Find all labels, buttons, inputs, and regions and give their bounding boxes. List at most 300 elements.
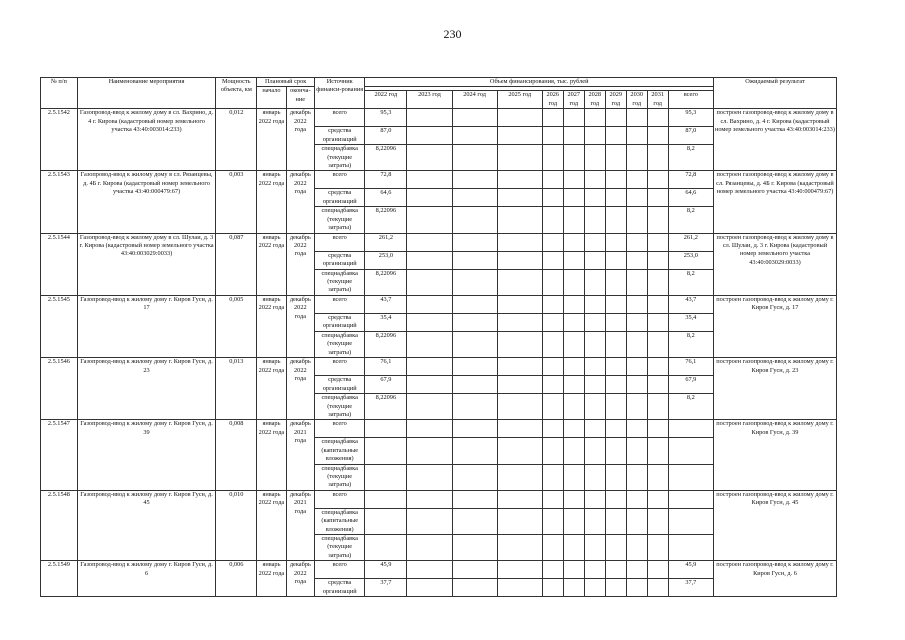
row-total <box>668 490 713 508</box>
row-year-empty <box>605 508 626 534</box>
row-year-empty <box>497 251 542 269</box>
row-year-empty <box>626 420 647 438</box>
row-year-empty <box>647 331 668 357</box>
row-year-empty <box>605 145 626 171</box>
row-total: 87,0 <box>668 127 713 145</box>
row-year-empty <box>407 579 452 597</box>
row-year-empty <box>497 233 542 251</box>
row-year-empty <box>584 127 605 145</box>
table-row <box>41 233 837 251</box>
row-year-empty <box>647 313 668 331</box>
row-year-empty <box>563 376 584 394</box>
row-year-empty <box>626 490 647 508</box>
row-year-empty <box>605 313 626 331</box>
row-year-empty <box>542 251 563 269</box>
row-year-empty <box>626 109 647 127</box>
header-total: всего <box>668 91 713 109</box>
row-year-empty <box>542 394 563 420</box>
row-year-empty <box>542 508 563 534</box>
table-row <box>41 171 837 189</box>
row-year-empty <box>542 207 563 233</box>
row-year-empty <box>584 394 605 420</box>
row-year-empty <box>407 490 452 508</box>
row-start: январь 2022 года <box>257 295 286 357</box>
row-end: декабрь 2021 года <box>286 420 314 490</box>
table-row <box>41 295 837 313</box>
row-year-empty <box>452 171 497 189</box>
row-total: 35,4 <box>668 313 713 331</box>
row-year-empty <box>542 464 563 490</box>
row-source: спецнадбавка (текущие затраты) <box>315 207 365 233</box>
row-year-empty <box>497 295 542 313</box>
row-total: 76,1 <box>668 358 713 376</box>
header-year: 2027 год <box>563 91 584 109</box>
row-year-empty <box>563 438 584 464</box>
row-year-empty <box>647 109 668 127</box>
row-year-empty <box>584 269 605 295</box>
row-source: всего <box>315 561 365 579</box>
row-year-2022: 261,2 <box>365 233 407 251</box>
row-year-2022: 67,9 <box>365 376 407 394</box>
row-year-2022: 8,22096 <box>365 207 407 233</box>
row-year-empty <box>647 127 668 145</box>
row-year-empty <box>647 251 668 269</box>
row-year-empty <box>605 464 626 490</box>
header-year: 2024 год <box>452 91 497 109</box>
row-year-empty <box>497 394 542 420</box>
row-source: средства организаций <box>315 251 365 269</box>
row-year-2022: 43,7 <box>365 295 407 313</box>
row-year-2022 <box>365 534 407 560</box>
row-year-empty <box>542 358 563 376</box>
header-year: 2031 год <box>647 91 668 109</box>
row-year-empty <box>452 233 497 251</box>
row-year-empty <box>407 534 452 560</box>
row-result: построен газопровод-ввод к жилому дому в сл. Рязанцевы, д. 4Б г. Кирова (кадастровый номер земельного участка 43:40:000479:67) <box>713 171 836 233</box>
row-name: Газопровод-ввод к жилому дому в сл. Шулаи, д. 3 г. Кирова (кадастровый номер земельного участка 43:40:003029:0033) <box>77 233 216 295</box>
row-year-empty <box>647 189 668 207</box>
table-header <box>41 78 837 109</box>
row-year-empty <box>452 438 497 464</box>
row-start: январь 2022 года <box>257 233 286 295</box>
header-year: 2022 год <box>365 91 407 109</box>
row-source: спецнадбавка (текущие затраты) <box>315 269 365 295</box>
row-year-empty <box>605 376 626 394</box>
row-year-empty <box>497 490 542 508</box>
row-source: всего <box>315 490 365 508</box>
row-number: 2.5.1542 <box>41 109 78 171</box>
row-total <box>668 534 713 560</box>
row-total: 8,2 <box>668 207 713 233</box>
row-result: построен газопровод-ввод к жилому дому г. Киров Гусн, д. 6 <box>713 561 836 597</box>
row-year-empty <box>647 464 668 490</box>
row-year-empty <box>584 313 605 331</box>
row-total: 8,2 <box>668 145 713 171</box>
header-result: Ожидаемый результат <box>713 78 836 109</box>
row-source: средства организаций <box>315 313 365 331</box>
row-year-empty <box>497 376 542 394</box>
row-year-empty <box>605 251 626 269</box>
header-year: 2029 год <box>605 91 626 109</box>
row-year-empty <box>497 171 542 189</box>
row-year-empty <box>542 490 563 508</box>
row-year-empty <box>605 109 626 127</box>
row-year-empty <box>452 313 497 331</box>
row-year-2022: 45,9 <box>365 561 407 579</box>
row-year-empty <box>626 189 647 207</box>
row-year-2022: 253,0 <box>365 251 407 269</box>
header-year: 2023 год <box>407 91 452 109</box>
row-year-empty <box>497 420 542 438</box>
row-year-empty <box>542 127 563 145</box>
row-year-empty <box>563 394 584 420</box>
row-year-empty <box>407 251 452 269</box>
row-year-empty <box>626 508 647 534</box>
row-year-empty <box>563 508 584 534</box>
row-year-empty <box>452 420 497 438</box>
row-year-empty <box>452 269 497 295</box>
row-year-empty <box>497 313 542 331</box>
row-year-empty <box>626 171 647 189</box>
row-year-empty <box>626 438 647 464</box>
row-year-empty <box>563 534 584 560</box>
row-year-empty <box>407 189 452 207</box>
row-year-empty <box>647 420 668 438</box>
row-name: Газопровод-ввод к жилому дому г. Киров Гусн, д. 6 <box>77 561 216 597</box>
row-number: 2.5.1548 <box>41 490 78 560</box>
row-year-empty <box>584 420 605 438</box>
row-year-empty <box>563 207 584 233</box>
row-year-empty <box>626 313 647 331</box>
row-year-2022: 8,22096 <box>365 145 407 171</box>
row-year-empty <box>584 579 605 597</box>
row-year-empty <box>542 109 563 127</box>
row-name: Газопровод-ввод к жилому дому г. Киров Гусн, д. 45 <box>77 490 216 560</box>
row-year-empty <box>542 295 563 313</box>
row-year-empty <box>626 376 647 394</box>
row-year-empty <box>605 331 626 357</box>
row-year-2022: 64,6 <box>365 189 407 207</box>
table-body <box>41 109 837 597</box>
row-source: всего <box>315 420 365 438</box>
row-year-empty <box>542 561 563 579</box>
row-year-empty <box>584 233 605 251</box>
row-year-empty <box>605 189 626 207</box>
row-year-empty <box>605 295 626 313</box>
row-year-empty <box>584 561 605 579</box>
row-year-2022: 8,22096 <box>365 394 407 420</box>
row-source: всего <box>315 358 365 376</box>
header-capacity: Мощность объекта, км <box>216 78 257 109</box>
row-year-empty <box>647 233 668 251</box>
row-year-empty <box>626 269 647 295</box>
row-name: Газопровод-ввод к жилому дому г. Киров Гусн, д. 17 <box>77 295 216 357</box>
row-year-empty <box>605 438 626 464</box>
row-year-2022: 8,22096 <box>365 331 407 357</box>
row-year-empty <box>542 145 563 171</box>
row-year-empty <box>542 269 563 295</box>
row-year-empty <box>626 331 647 357</box>
row-source: спецнадбавка (капитальные вложения) <box>315 438 365 464</box>
row-year-empty <box>563 269 584 295</box>
row-end: декабрь 2022 года <box>286 561 314 597</box>
row-year-empty <box>497 508 542 534</box>
table-row <box>41 109 837 127</box>
row-year-empty <box>626 534 647 560</box>
row-source: всего <box>315 109 365 127</box>
row-year-empty <box>563 420 584 438</box>
header-funding: Объем финансирования, тыс. рублей <box>365 78 714 87</box>
row-year-empty <box>647 358 668 376</box>
row-year-empty <box>647 508 668 534</box>
row-year-empty <box>605 394 626 420</box>
row-total: 8,2 <box>668 394 713 420</box>
row-year-empty <box>452 376 497 394</box>
row-year-empty <box>407 420 452 438</box>
row-year-empty <box>584 508 605 534</box>
row-year-empty <box>605 127 626 145</box>
row-year-empty <box>542 331 563 357</box>
row-year-empty <box>563 561 584 579</box>
header-year: 2026 год <box>542 91 563 109</box>
row-year-empty <box>497 269 542 295</box>
row-year-empty <box>452 534 497 560</box>
row-year-empty <box>542 189 563 207</box>
row-year-empty <box>542 534 563 560</box>
row-number: 2.5.1543 <box>41 171 78 233</box>
row-year-empty <box>452 145 497 171</box>
row-source: средства организаций <box>315 127 365 145</box>
row-year-empty <box>647 394 668 420</box>
row-year-empty <box>563 233 584 251</box>
row-year-empty <box>497 534 542 560</box>
row-year-empty <box>626 233 647 251</box>
row-year-empty <box>626 394 647 420</box>
row-year-empty <box>584 376 605 394</box>
row-year-empty <box>563 313 584 331</box>
row-year-2022 <box>365 508 407 534</box>
row-total: 64,6 <box>668 189 713 207</box>
row-year-empty <box>626 464 647 490</box>
row-year-empty <box>563 251 584 269</box>
row-total: 261,2 <box>668 233 713 251</box>
row-result: построен газопровод-ввод к жилому дому в сл. Шулаи, д. 3 г. Кирова (кадастровый номер земельного участка 43:40:003029:0033) <box>713 233 836 295</box>
row-year-empty <box>452 251 497 269</box>
header-year: 2030 год <box>626 91 647 109</box>
row-year-empty <box>584 490 605 508</box>
row-year-empty <box>497 464 542 490</box>
row-year-empty <box>647 376 668 394</box>
row-year-empty <box>407 438 452 464</box>
row-year-empty <box>452 127 497 145</box>
table-row <box>41 420 837 438</box>
row-source: всего <box>315 295 365 313</box>
row-year-empty <box>605 561 626 579</box>
row-year-empty <box>605 579 626 597</box>
row-year-empty <box>452 579 497 597</box>
row-year-empty <box>626 251 647 269</box>
row-result: построен газопровод-ввод к жилому дому г. Киров Гусн, д. 39 <box>713 420 836 490</box>
row-year-2022: 8,22096 <box>365 269 407 295</box>
row-year-empty <box>452 394 497 420</box>
row-name: Газопровод-ввод к жилому дому в сл. Рязанцевы, д. 4Б г. Кирова (кадастровый номер земельного участка 43:40:000479:67) <box>77 171 216 233</box>
row-total <box>668 464 713 490</box>
row-year-empty <box>452 561 497 579</box>
row-capacity: 0,013 <box>216 358 257 420</box>
row-year-empty <box>584 189 605 207</box>
row-year-empty <box>497 207 542 233</box>
row-year-empty <box>626 145 647 171</box>
row-year-empty <box>605 358 626 376</box>
row-result: построен газопровод-ввод к жилому дому г. Киров Гусн, д. 17 <box>713 295 836 357</box>
row-year-empty <box>407 295 452 313</box>
row-end: декабрь 2022 года <box>286 295 314 357</box>
row-year-empty <box>605 490 626 508</box>
row-result: построен газопровод-ввод к жилому дому г. Киров Гусн, д. 23 <box>713 358 836 420</box>
row-total: 45,9 <box>668 561 713 579</box>
row-name: Газопровод-ввод к жилому дому г. Киров Гусн, д. 39 <box>77 420 216 490</box>
row-year-empty <box>542 376 563 394</box>
row-year-empty <box>407 376 452 394</box>
table-row <box>41 358 837 376</box>
row-year-empty <box>497 109 542 127</box>
row-total: 253,0 <box>668 251 713 269</box>
row-end: декабрь 2021 года <box>286 490 314 560</box>
row-total: 72,8 <box>668 171 713 189</box>
row-source: средства организаций <box>315 376 365 394</box>
row-capacity: 0,087 <box>216 233 257 295</box>
row-year-empty <box>647 207 668 233</box>
row-total <box>668 508 713 534</box>
row-year-empty <box>647 534 668 560</box>
row-year-empty <box>497 438 542 464</box>
row-year-empty <box>407 269 452 295</box>
row-year-empty <box>563 127 584 145</box>
row-year-empty <box>605 269 626 295</box>
row-source: спецнадбавка (капитальные вложения) <box>315 508 365 534</box>
row-year-empty <box>584 464 605 490</box>
row-year-empty <box>584 534 605 560</box>
row-start: январь 2022 года <box>257 109 286 171</box>
row-year-empty <box>407 145 452 171</box>
page-number: 230 <box>443 27 462 41</box>
row-year-empty <box>584 207 605 233</box>
row-year-empty <box>542 313 563 331</box>
row-source: спецнадбавка (текущие затраты) <box>315 534 365 560</box>
row-year-empty <box>647 145 668 171</box>
row-year-empty <box>542 420 563 438</box>
row-year-empty <box>407 127 452 145</box>
row-year-empty <box>563 579 584 597</box>
row-number: 2.5.1549 <box>41 561 78 597</box>
row-total: 95,3 <box>668 109 713 127</box>
row-year-empty <box>584 145 605 171</box>
row-source: спецнадбавка (текущие затраты) <box>315 331 365 357</box>
row-year-empty <box>605 171 626 189</box>
row-end: декабрь 2022 года <box>286 233 314 295</box>
row-year-empty <box>584 438 605 464</box>
row-year-empty <box>452 490 497 508</box>
row-total: 8,2 <box>668 269 713 295</box>
row-year-empty <box>407 394 452 420</box>
row-source: спецнадбавка (текущие затраты) <box>315 464 365 490</box>
row-year-empty <box>497 579 542 597</box>
row-source: всего <box>315 233 365 251</box>
row-year-empty <box>542 579 563 597</box>
header-name: Наименование мероприятия <box>77 78 216 109</box>
row-year-empty <box>584 109 605 127</box>
row-start: январь 2022 года <box>257 171 286 233</box>
row-year-empty <box>542 233 563 251</box>
row-year-empty <box>626 358 647 376</box>
row-year-empty <box>497 358 542 376</box>
row-year-empty <box>452 189 497 207</box>
row-start: январь 2022 года <box>257 490 286 560</box>
row-year-empty <box>626 295 647 313</box>
row-year-empty <box>452 508 497 534</box>
header-year: 2028 год <box>584 91 605 109</box>
row-year-empty <box>605 420 626 438</box>
row-year-empty <box>647 295 668 313</box>
row-year-empty <box>647 438 668 464</box>
row-year-empty <box>647 171 668 189</box>
row-capacity: 0,010 <box>216 490 257 560</box>
row-year-empty <box>407 233 452 251</box>
row-year-empty <box>407 508 452 534</box>
row-total: 43,7 <box>668 295 713 313</box>
row-year-empty <box>452 109 497 127</box>
row-start: январь 2022 года <box>257 420 286 490</box>
row-year-empty <box>452 295 497 313</box>
row-year-empty <box>647 561 668 579</box>
row-capacity: 0,005 <box>216 295 257 357</box>
row-year-empty <box>626 561 647 579</box>
row-year-empty <box>452 331 497 357</box>
row-year-empty <box>452 358 497 376</box>
table-row <box>41 561 837 579</box>
row-year-empty <box>407 207 452 233</box>
row-year-2022: 87,0 <box>365 127 407 145</box>
row-year-empty <box>497 561 542 579</box>
row-year-empty <box>407 313 452 331</box>
row-year-empty <box>407 331 452 357</box>
row-year-empty <box>605 233 626 251</box>
row-year-empty <box>584 331 605 357</box>
row-total: 67,9 <box>668 376 713 394</box>
row-total: 8,2 <box>668 331 713 357</box>
header-year: 2025 год <box>497 91 542 109</box>
row-year-empty <box>584 171 605 189</box>
row-year-empty <box>605 207 626 233</box>
header-start: начало <box>257 87 286 109</box>
row-year-empty <box>647 579 668 597</box>
row-year-empty <box>452 464 497 490</box>
row-year-empty <box>407 464 452 490</box>
row-result: построен газопровод-ввод к жилому дому в сл. Вахрино, д. 4 г. Кирова (кадастровый номер земельного участка 43:40:003014:233) <box>713 109 836 171</box>
row-year-empty <box>497 331 542 357</box>
row-number: 2.5.1547 <box>41 420 78 490</box>
row-end: декабрь 2022 года <box>286 358 314 420</box>
row-year-empty <box>563 109 584 127</box>
row-start: январь 2022 года <box>257 358 286 420</box>
row-end: декабрь 2022 года <box>286 109 314 171</box>
row-year-empty <box>563 358 584 376</box>
row-end: декабрь 2022 года <box>286 171 314 233</box>
row-start: январь 2022 года <box>257 561 286 597</box>
row-capacity: 0,008 <box>216 420 257 490</box>
row-year-empty <box>584 295 605 313</box>
row-source: спецнадбавка (текущие затраты) <box>315 145 365 171</box>
